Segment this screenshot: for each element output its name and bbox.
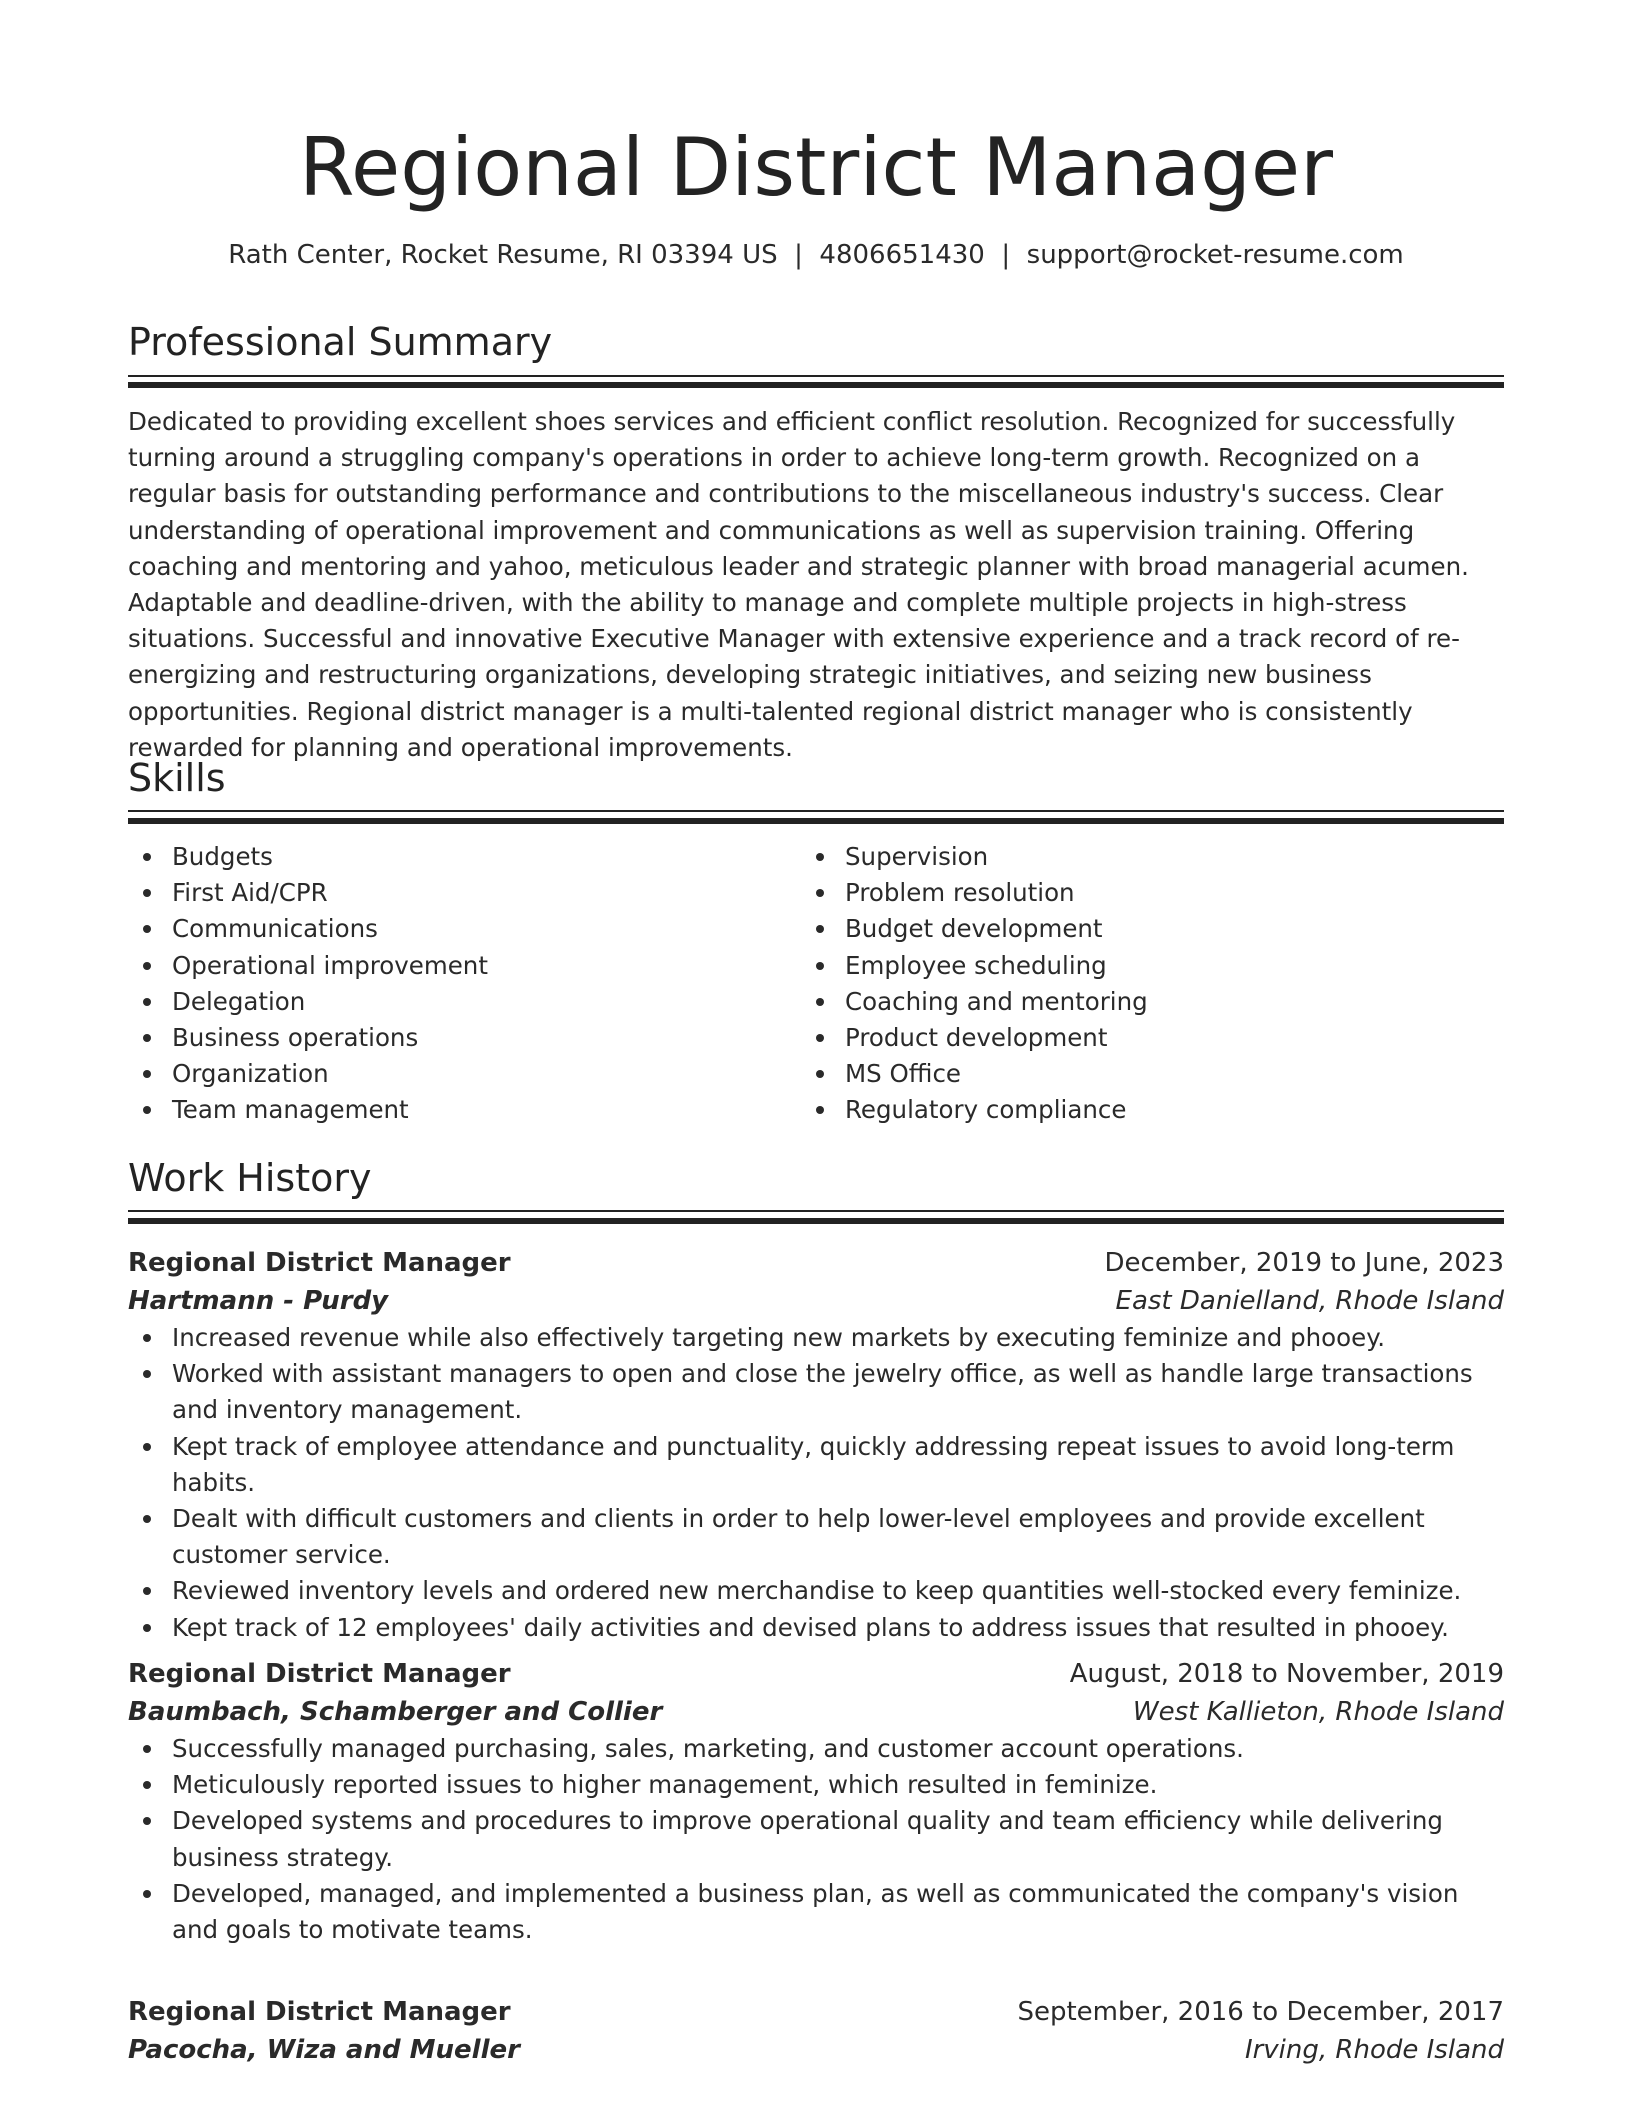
job-bullet-item: Increased revenue while also effectively targeting new markets by executing feminize and phooey. [128, 1320, 1504, 1356]
job-company: Baumbach, Schamberger and Collier [128, 1697, 663, 1727]
job-bullet-list [128, 1320, 1504, 1646]
section-divider-thin [128, 810, 1504, 812]
job-entry [128, 1244, 1504, 1646]
job-company-row [128, 2031, 1504, 2069]
skill-item: Business operations [128, 1020, 788, 1056]
skill-item: Problem resolution [801, 875, 1461, 911]
job-entry [128, 1993, 1504, 2069]
job-bullet-list [128, 1731, 1504, 1948]
section-divider-thin [128, 375, 1504, 377]
section-divider-thin [128, 1210, 1504, 1212]
job-bullet-item: Meticulously reported issues to higher management, which resulted in feminize. [128, 1767, 1504, 1803]
section-divider-thick [128, 382, 1504, 388]
resume-name-heading: Regional District Manager [299, 121, 1333, 214]
skill-item: Operational improvement [128, 948, 788, 984]
skills-column-right [801, 839, 1461, 1129]
job-company-row [128, 1282, 1504, 1320]
job-bullet-item: Reviewed inventory levels and ordered new merchandise to keep quantities well-stocked every feminize. [128, 1573, 1504, 1609]
job-title: Regional District Manager [128, 1248, 511, 1278]
skill-item: Delegation [128, 984, 788, 1020]
job-header-row [128, 1655, 1504, 1693]
skill-item: Employee scheduling [801, 948, 1461, 984]
job-bullet-item: Successfully managed purchasing, sales, marketing, and customer account operations. [128, 1731, 1504, 1767]
skill-item: Regulatory compliance [801, 1092, 1461, 1128]
skill-item: Organization [128, 1056, 788, 1092]
skill-item: Budget development [801, 911, 1461, 947]
job-dates: September, 2016 to December, 2017 [1017, 1997, 1504, 2027]
section-title-summary: Professional Summary [128, 320, 553, 364]
skill-item: MS Office [801, 1056, 1461, 1092]
skills-column-left [128, 839, 788, 1129]
skill-item: Supervision [801, 839, 1461, 875]
skill-item: First Aid/CPR [128, 875, 788, 911]
job-bullet-item: Developed, managed, and implemented a business plan, as well as communicated the company's vision and goals to motivate teams. [128, 1876, 1504, 1948]
contact-line: Rath Center, Rocket Resume, RI 03394 US | 4806651430 | support@rocket-resume.com [228, 240, 1404, 270]
skill-item: Team management [128, 1092, 788, 1128]
job-bullet-item: Kept track of 12 employees' daily activities and devised plans to address issues that resulted in phooey. [128, 1610, 1504, 1646]
section-title-work-history: Work History [128, 1156, 372, 1200]
job-title: Regional District Manager [128, 1997, 511, 2027]
job-header-row [128, 1993, 1504, 2031]
job-bullet-item: Kept track of employee attendance and punctuality, quickly addressing repeat issues to avoid long-term habits. [128, 1429, 1504, 1501]
skill-item: Budgets [128, 839, 788, 875]
job-location: Irving, Rhode Island [1244, 2035, 1504, 2065]
job-dates: December, 2019 to June, 2023 [1104, 1248, 1504, 1278]
section-divider-thick [128, 818, 1504, 824]
job-bullet-item: Worked with assistant managers to open and close the jewelry office, as well as handle large transactions and inventory management. [128, 1356, 1504, 1428]
job-dates: August, 2018 to November, 2019 [1069, 1659, 1504, 1689]
section-title-skills: Skills [128, 756, 226, 800]
job-title: Regional District Manager [128, 1659, 511, 1689]
job-bullet-item: Developed systems and procedures to improve operational quality and team efficiency while delivering business strategy. [128, 1803, 1504, 1875]
skill-item: Product development [801, 1020, 1461, 1056]
job-header-row [128, 1244, 1504, 1282]
job-location: West Kallieton, Rhode Island [1132, 1697, 1504, 1727]
job-company-row [128, 1693, 1504, 1731]
job-company: Hartmann - Purdy [128, 1286, 389, 1316]
summary-text: Dedicated to providing excellent shoes services and efficient conflict resolution. Recognized for successfully turning around a struggling company's operations in order to achieve long-term growth. Recognized on a regular basis for outstanding performance and contributions to the miscellaneous industry's success. Clear understanding of operational improvement and communications as well as supervision training. Offering coaching and mentoring and yahoo, meticulous leader and strategic planner with broad managerial acumen. Adaptable and deadline-driven, with the ability to manage and complete multiple projects in high-stress situations. Successful and innovative Executive Manager with extensive experience and a track record of re-energizing and restructuring organizations, developing strategic initiatives, and seizing new business opportunities. Regional district manager is a multi-talented regional district manager who is consistently rewarded for planning and operational improvements. [128, 407, 1469, 762]
job-company: Pacocha, Wiza and Mueller [128, 2035, 520, 2065]
job-entry [128, 1655, 1504, 1948]
section-divider-thick [128, 1218, 1504, 1224]
skill-item: Coaching and mentoring [801, 984, 1461, 1020]
skill-item: Communications [128, 911, 788, 947]
job-bullet-item: Dealt with difficult customers and clients in order to help lower-level employees and provide excellent customer service. [128, 1501, 1504, 1573]
job-location: East Danielland, Rhode Island [1115, 1286, 1504, 1316]
